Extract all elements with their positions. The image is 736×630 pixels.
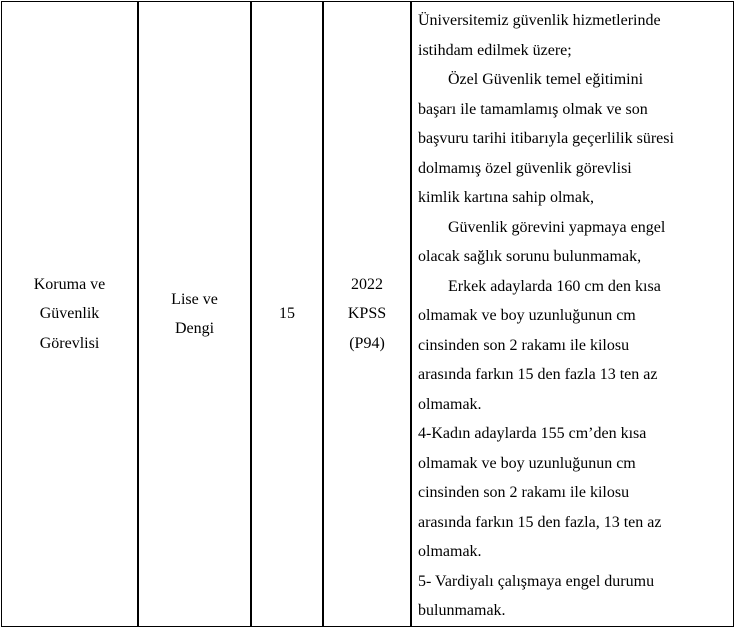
requirement-line: olmamak. <box>418 543 482 560</box>
requirement-line: arasında farkın 15 den fazla 13 ten az <box>418 366 658 383</box>
education-line: Lise ve <box>171 290 218 308</box>
requirement-line: olmamak. <box>418 395 482 413</box>
requirement-line: 4-Kadın adaylarda 155 cm’den kısa <box>418 425 647 442</box>
requirement-line: Erkek adaylarda 160 cm den kısa <box>448 277 661 295</box>
requirement-line: olmamak ve boy uzunluğunun cm <box>418 307 636 324</box>
exam-line: (P94) <box>349 334 385 352</box>
requirement-line: cinsinden son 2 rakamı ile kilosu <box>418 484 630 501</box>
cell-exam <box>324 1 410 627</box>
cell-position-title <box>2 1 137 627</box>
requirement-line: 5- Vardiyalı çalışmaya engel durumu <box>418 572 655 590</box>
requirement-line: dolmamış özel güvenlik görevlisi <box>418 159 632 177</box>
cell-requirements <box>418 6 730 626</box>
requirement-line: başarı ile tamamlamış olmak ve son <box>418 100 648 118</box>
requirement-line: Özel Güvenlik temel eğitimini <box>448 71 644 88</box>
requirement-line: arasında farkın 15 den fazla, 13 ten az <box>418 513 662 531</box>
requirement-line: kimlik kartına sahip olmak, <box>418 189 594 206</box>
column-divider <box>410 1 412 627</box>
position-title-line: Koruma ve <box>33 275 106 293</box>
exam-line: 2022 <box>351 275 383 293</box>
position-count: 15 <box>279 305 295 323</box>
requirement-line: bulunmamak. <box>418 602 506 619</box>
position-title-line: Güvenlik <box>39 305 100 323</box>
exam-line: KPSS <box>347 305 387 323</box>
requirement-line: Güvenlik görevini yapmaya engel <box>448 218 666 236</box>
requirement-line: olacak sağlık sorunu bulunmamak, <box>418 248 642 265</box>
requirement-line: cinsinden son 2 rakamı ile kilosu <box>418 336 630 354</box>
cell-education <box>139 1 250 627</box>
requirement-line: başvuru tarihi itibarıyla geçerlilik süresi <box>418 130 674 147</box>
cell-count <box>252 1 322 627</box>
requirement-line: istihdam edilmek üzere; <box>418 41 572 59</box>
requirement-line: Üniversitemiz güvenlik hizmetlerinde <box>418 12 661 29</box>
position-title-line: Görevlisi <box>39 334 100 352</box>
requirement-line: olmamak ve boy uzunluğunun cm <box>418 454 636 472</box>
education-line: Dengi <box>174 320 215 337</box>
